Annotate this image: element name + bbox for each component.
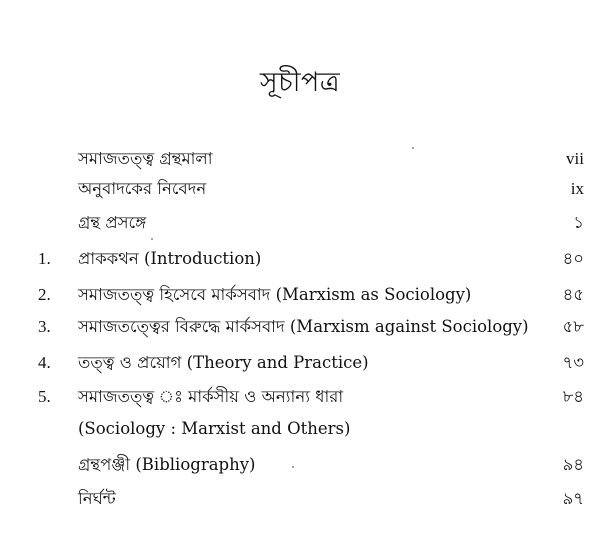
toc-entry-number: 2.: [38, 285, 51, 304]
toc-entry-title: সমাজতত্ত্ব হিসেবে মার্কসবাদ (Marxism as Sociology): [78, 285, 472, 304]
toc-entry-title: গ্রন্থ প্রসঙ্গে: [78, 213, 147, 232]
toc-entry-number: 3.: [38, 317, 51, 336]
toc-entry-title: (Sociology : Marxist and Others): [78, 419, 351, 438]
toc-entry: [0, 484, 600, 514]
toc-entry: [0, 208, 600, 238]
toc-entry-page: vii: [566, 149, 584, 168]
toc-entry-page: ৫৮: [562, 317, 584, 336]
toc-entry-title: তত্ত্ব ও প্রয়োগ (Theory and Practice): [78, 353, 369, 372]
toc-entry: [0, 348, 600, 378]
toc-entry-page: ৯৪: [562, 455, 584, 474]
toc-entry-page: ix: [570, 179, 584, 198]
toc-entry-page: ৪০: [562, 249, 584, 268]
toc-entry-page: ৯৭: [562, 489, 584, 508]
toc-entry-page: ৮৪: [562, 387, 584, 406]
scan-speck: [412, 147, 414, 149]
toc-entry: [0, 144, 600, 174]
page-title: সূচীপত্র: [259, 67, 341, 98]
toc-entry-title: সমাজতত্ত্বের বিরুদ্ধে মার্কসবাদ (Marxism against Sociology): [78, 317, 529, 336]
toc-entry: [0, 312, 600, 342]
toc-entry-title: সমাজতত্ত্ব গ্রন্থমালা: [78, 149, 213, 168]
toc-entry-title: গ্রন্থপঞ্জী (Bibliography): [78, 455, 256, 474]
toc-entry-title: প্রাককথন (Introduction): [78, 249, 262, 268]
toc-entry-continuation: [0, 414, 600, 444]
toc-entry: [0, 174, 600, 204]
toc-entry-page: ৪৫: [562, 285, 584, 304]
toc-entry-title: নির্ঘন্ট: [78, 489, 116, 508]
scan-speck: [292, 466, 294, 468]
toc-entry-page: ১: [573, 213, 584, 232]
toc-entry: [0, 280, 600, 310]
scan-speck: [151, 238, 153, 240]
toc-entry-number: 1.: [38, 249, 51, 268]
toc-entry: [0, 244, 600, 274]
toc-entry-title: অনুবাদকের নিবেদন: [78, 179, 207, 198]
toc-entry-title: সমাজতত্ত্ব ঃ মার্কসীয় ও অন্যান্য ধারা: [78, 387, 344, 406]
toc-entry: [0, 450, 600, 480]
toc-entry-number: 5.: [38, 387, 51, 406]
toc-entry-number: 4.: [38, 353, 51, 372]
toc-entry-page: ৭৩: [562, 353, 584, 372]
toc-entry: [0, 382, 600, 412]
